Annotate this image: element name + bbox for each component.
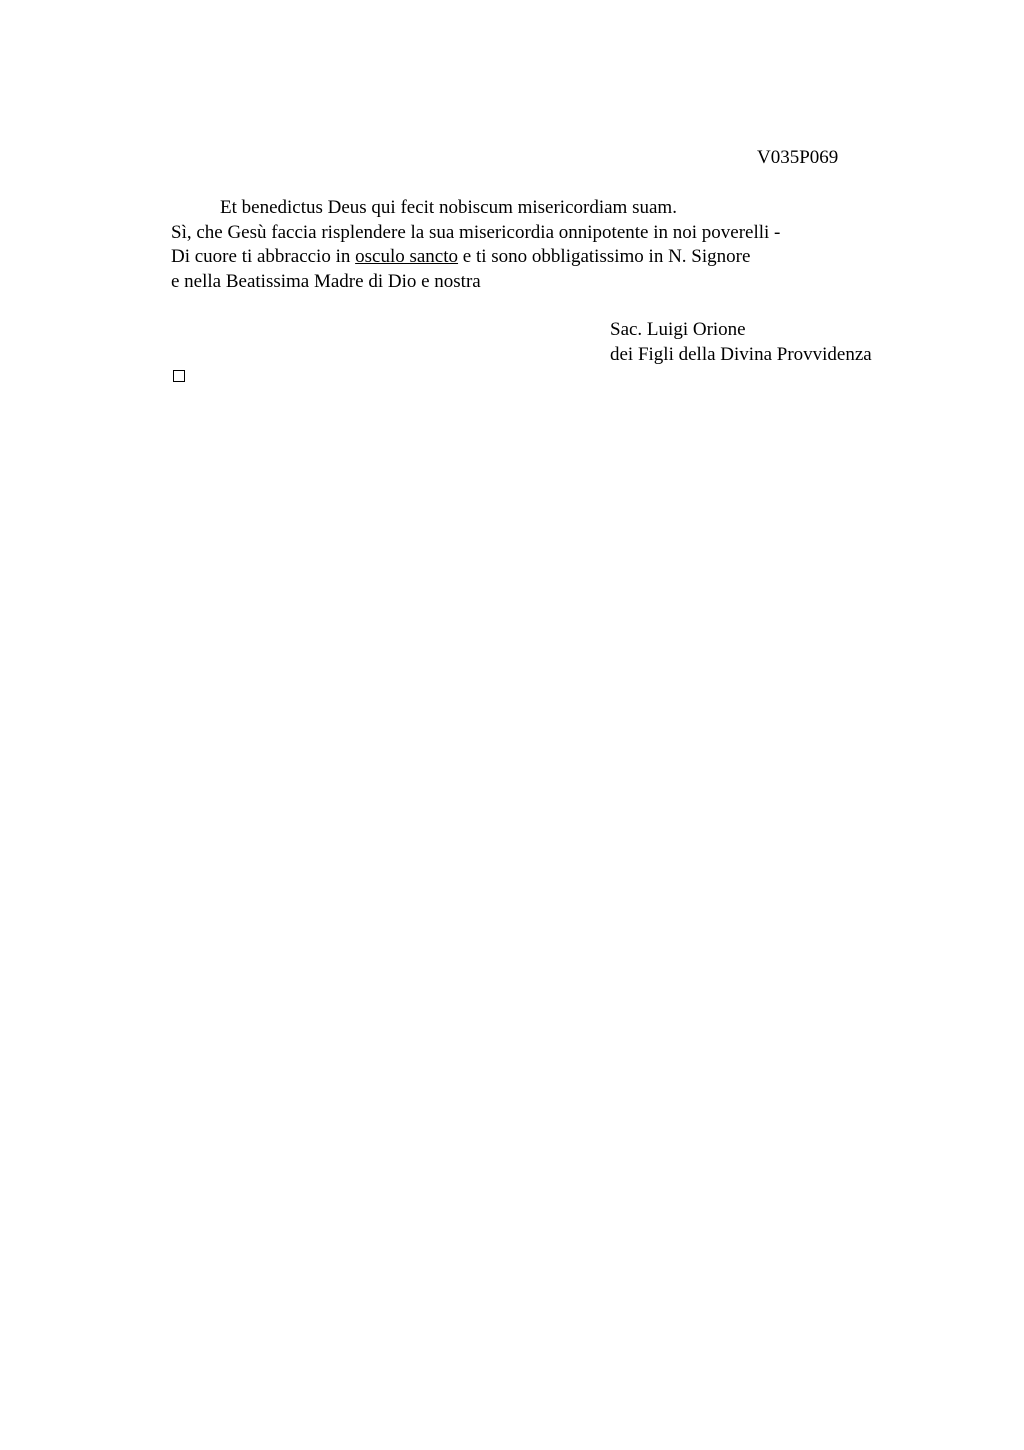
checkbox-icon — [173, 370, 185, 382]
page-reference: V035P069 — [757, 147, 839, 168]
body-line-2: Sì, che Gesù faccia risplendere la sua misericordia onnipotente in noi poverelli - — [171, 221, 781, 243]
signature-block — [610, 318, 872, 367]
letter-body — [171, 196, 891, 294]
body-line-3-end: e ti sono obbligatissimo in N. Signore — [458, 246, 751, 267]
signature-name: Sac. Luigi Orione — [610, 319, 746, 340]
body-line-1: Et benedictus Deus qui fecit nobiscum misericordiam suam. — [220, 197, 677, 218]
signature-title: dei Figli della Divina Provvidenza — [610, 343, 872, 365]
body-line-3-start: Di cuore ti abbraccio in — [171, 246, 356, 267]
body-line-3 — [171, 245, 891, 270]
body-line-4: e nella Beatissima Madre di Dio e nostra — [171, 270, 481, 292]
underlined-phrase: osculo sancto — [355, 246, 459, 267]
